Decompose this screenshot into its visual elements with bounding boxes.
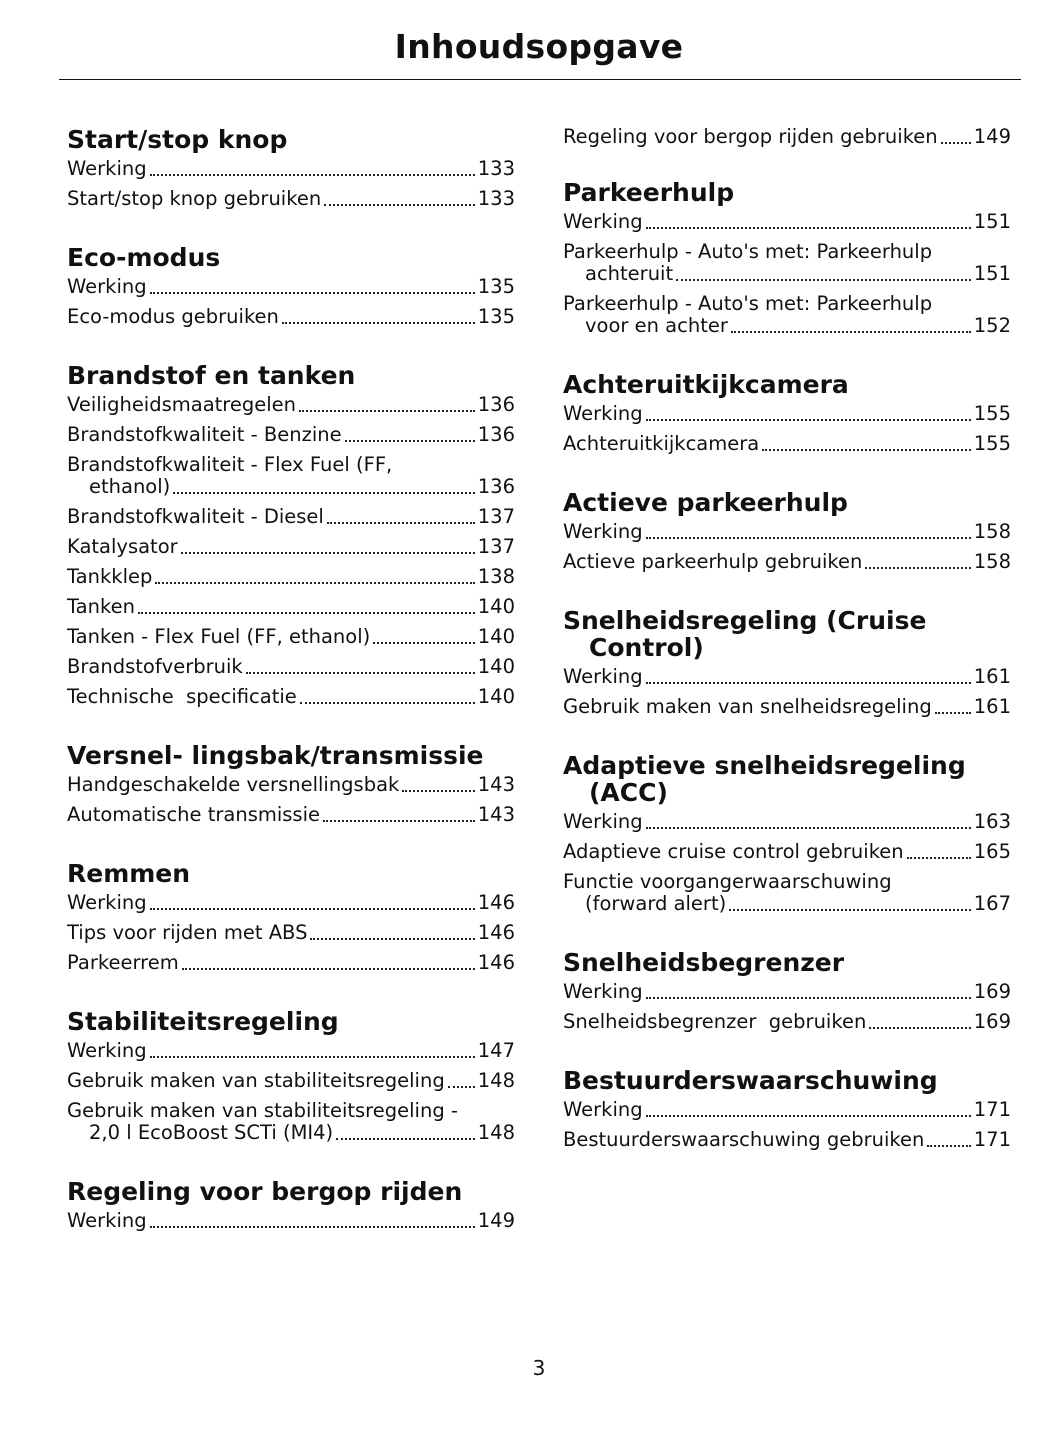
toc-entry-title: Werking bbox=[67, 1209, 147, 1232]
toc-section bbox=[563, 126, 1011, 156]
toc-entry-title: Werking bbox=[563, 980, 643, 1003]
toc-entry-title: Werking bbox=[563, 210, 643, 233]
toc-entry-title: Parkeerrem bbox=[67, 951, 179, 974]
toc-entry-title: Tanken bbox=[67, 595, 135, 618]
dot-leader bbox=[729, 909, 971, 911]
toc-entry-page-number: 138 bbox=[477, 565, 515, 588]
toc-entry-title: Brandstofkwaliteit - Flex Fuel (FF, ethanol) bbox=[67, 453, 399, 498]
toc-entry-page-number: 136 bbox=[477, 423, 515, 446]
dot-leader bbox=[182, 968, 475, 970]
toc-entry-page-number: 143 bbox=[477, 773, 515, 796]
toc-entry-title: Automatische transmissie bbox=[67, 803, 320, 826]
dot-leader bbox=[646, 827, 971, 829]
toc-entry-page-number: 155 bbox=[973, 432, 1011, 455]
toc-entry-title: Brandstofkwaliteit - Diesel bbox=[67, 505, 324, 528]
toc-section bbox=[67, 1008, 515, 1152]
toc-entry[interactable] bbox=[67, 1100, 515, 1152]
toc-entry-title: Handgeschakelde versnellingsbak bbox=[67, 773, 400, 796]
toc-entry-title: Regeling voor bergop rijden gebruiken bbox=[563, 125, 938, 148]
dot-leader bbox=[173, 492, 475, 494]
section-heading: Stabiliteitsregeling bbox=[67, 1007, 339, 1036]
toc-entry-title: Adaptieve cruise control gebruiken bbox=[563, 840, 904, 863]
toc-entry-page-number: 161 bbox=[973, 695, 1011, 718]
title-divider bbox=[59, 79, 1021, 80]
dot-leader bbox=[181, 552, 475, 554]
toc-entry[interactable] bbox=[563, 1011, 1011, 1041]
toc-section bbox=[67, 1178, 515, 1240]
toc-entry[interactable] bbox=[67, 306, 515, 336]
toc-entry[interactable] bbox=[67, 566, 515, 596]
dot-leader bbox=[323, 820, 475, 822]
toc-column-left bbox=[67, 126, 515, 1266]
toc-entry[interactable] bbox=[563, 1099, 1011, 1129]
toc-entry[interactable] bbox=[563, 403, 1011, 433]
toc-section bbox=[563, 179, 1011, 345]
dot-leader bbox=[448, 1086, 475, 1088]
toc-entry-title: Bestuurderswaarschuwing gebruiken bbox=[563, 1128, 925, 1151]
toc-entry-page-number: 171 bbox=[973, 1098, 1011, 1121]
dot-leader bbox=[646, 997, 971, 999]
toc-section bbox=[563, 1067, 1011, 1159]
dot-leader bbox=[150, 174, 475, 176]
dot-leader bbox=[324, 204, 475, 206]
toc-entry[interactable] bbox=[563, 433, 1011, 463]
toc-entry-title: Werking bbox=[563, 665, 643, 688]
dot-leader bbox=[762, 449, 971, 451]
toc-entry-page-number: 140 bbox=[477, 625, 515, 648]
toc-entry[interactable] bbox=[67, 626, 515, 656]
toc-entry-title: Brandstofverbruik bbox=[67, 655, 243, 678]
section-heading: Adaptieve snelheidsregeling (ACC) bbox=[563, 751, 966, 807]
dot-leader bbox=[646, 227, 971, 229]
dot-leader bbox=[300, 702, 475, 704]
toc-entry-page-number: 149 bbox=[477, 1209, 515, 1232]
toc-entry-title: Actieve parkeerhulp gebruiken bbox=[563, 550, 863, 573]
toc-entry-page-number: 140 bbox=[477, 685, 515, 708]
section-heading: Start/stop knop bbox=[67, 125, 288, 154]
section-heading: Eco-modus bbox=[67, 243, 221, 272]
toc-entry-page-number: 146 bbox=[477, 921, 515, 944]
section-heading: Snelheidsregeling (Cruise Control) bbox=[563, 606, 927, 662]
toc-entry[interactable] bbox=[67, 1070, 515, 1100]
dot-leader bbox=[282, 322, 475, 324]
toc-entry[interactable] bbox=[563, 981, 1011, 1011]
dot-leader bbox=[865, 567, 971, 569]
toc-entry-page-number: 152 bbox=[973, 314, 1011, 337]
toc-entry-page-number: 133 bbox=[477, 187, 515, 210]
toc-entry[interactable] bbox=[67, 536, 515, 566]
toc-entry-title: Werking bbox=[67, 275, 147, 298]
dot-leader bbox=[310, 938, 475, 940]
toc-entry-title: Start/stop knop gebruiken bbox=[67, 187, 322, 210]
dot-leader bbox=[869, 1027, 971, 1029]
toc-entry-page-number: 148 bbox=[477, 1121, 515, 1144]
toc-entry-page-number: 165 bbox=[973, 840, 1011, 863]
toc-section bbox=[67, 126, 515, 218]
toc-entry[interactable] bbox=[563, 1129, 1011, 1159]
dot-leader bbox=[150, 908, 475, 910]
section-heading: Parkeerhulp bbox=[563, 178, 735, 207]
section-heading: Snelheidsbegrenzer bbox=[563, 948, 845, 977]
section-heading: Brandstof en tanken bbox=[67, 361, 356, 390]
toc-entry-title: Tankklep bbox=[67, 565, 153, 588]
toc-entry[interactable] bbox=[67, 596, 515, 626]
toc-entry[interactable] bbox=[67, 656, 515, 686]
dot-leader bbox=[676, 279, 971, 281]
toc-entry[interactable] bbox=[563, 811, 1011, 841]
toc-entry[interactable] bbox=[67, 804, 515, 834]
dot-leader bbox=[373, 642, 475, 644]
toc-entry-page-number: 147 bbox=[477, 1039, 515, 1062]
toc-entry[interactable] bbox=[67, 394, 515, 424]
section-heading: Actieve parkeerhulp bbox=[563, 488, 848, 517]
dot-leader bbox=[155, 582, 475, 584]
toc-entry[interactable] bbox=[563, 696, 1011, 726]
dot-leader bbox=[150, 1056, 475, 1058]
toc-section bbox=[67, 244, 515, 336]
toc-entry-page-number: 135 bbox=[477, 275, 515, 298]
toc-entry-page-number: 136 bbox=[477, 393, 515, 416]
dot-leader bbox=[345, 440, 475, 442]
dot-leader bbox=[731, 331, 971, 333]
dot-leader bbox=[941, 142, 971, 144]
toc-entry-title: Achteruitkijkcamera bbox=[563, 432, 760, 455]
toc-entry-title: Werking bbox=[67, 891, 147, 914]
toc-section bbox=[563, 752, 1011, 923]
toc-entry-page-number: 151 bbox=[973, 262, 1011, 285]
toc-entry-page-number: 171 bbox=[973, 1128, 1011, 1151]
dot-leader bbox=[150, 1226, 475, 1228]
toc-entry-title: Katalysator bbox=[67, 535, 178, 558]
dot-leader bbox=[246, 672, 475, 674]
dot-leader bbox=[907, 857, 971, 859]
dot-leader bbox=[150, 292, 475, 294]
toc-entry-title: Werking bbox=[563, 810, 643, 833]
toc-entry-title: Gebruik maken van stabiliteitsregeling bbox=[67, 1069, 445, 1092]
toc-entry[interactable] bbox=[563, 666, 1011, 696]
toc-entry-page-number: 136 bbox=[477, 475, 515, 498]
toc-entry-page-number: 158 bbox=[973, 520, 1011, 543]
dot-leader bbox=[646, 1115, 971, 1117]
dot-leader bbox=[646, 419, 971, 421]
toc-entry-page-number: 161 bbox=[973, 665, 1011, 688]
toc-entry[interactable] bbox=[563, 551, 1011, 581]
toc-entry-page-number: 140 bbox=[477, 595, 515, 618]
toc-section bbox=[563, 371, 1011, 463]
dot-leader bbox=[927, 1145, 971, 1147]
toc-entry-title: Parkeerhulp - Auto's met: Parkeerhulp voor en achter bbox=[563, 292, 939, 337]
toc-entry-page-number: 167 bbox=[973, 892, 1011, 915]
toc-entry[interactable] bbox=[67, 774, 515, 804]
toc-entry-page-number: 133 bbox=[477, 157, 515, 180]
toc-entry[interactable] bbox=[563, 241, 1011, 293]
toc-entry-page-number: 169 bbox=[973, 980, 1011, 1003]
toc-entry-title: Werking bbox=[67, 157, 147, 180]
toc-entry-title: Technische specificatie bbox=[67, 685, 297, 708]
toc-section bbox=[563, 489, 1011, 581]
toc-entry[interactable] bbox=[67, 506, 515, 536]
toc-entry-title: Functie voorgangerwaarschuwing (forward alert) bbox=[563, 870, 898, 915]
section-heading: Regeling voor bergop rijden bbox=[67, 1177, 463, 1206]
dot-leader bbox=[646, 682, 971, 684]
toc-entry-title: Veiligheidsmaatregelen bbox=[67, 393, 297, 416]
toc-entry-title: Werking bbox=[67, 1039, 147, 1062]
toc-entry-page-number: 146 bbox=[477, 891, 515, 914]
dot-leader bbox=[336, 1138, 475, 1140]
toc-entry[interactable] bbox=[67, 454, 515, 506]
toc-section bbox=[67, 362, 515, 716]
toc-entry-page-number: 151 bbox=[973, 210, 1011, 233]
toc-entry-title: Werking bbox=[563, 1098, 643, 1121]
toc-entry-page-number: 146 bbox=[477, 951, 515, 974]
dot-leader bbox=[402, 790, 475, 792]
toc-entry[interactable] bbox=[67, 424, 515, 454]
section-heading: Achteruitkijkcamera bbox=[563, 370, 849, 399]
toc-entry[interactable] bbox=[563, 521, 1011, 551]
toc-entry-title: Gebruik maken van snelheidsregeling bbox=[563, 695, 932, 718]
section-heading: Versnel- lingsbak/transmissie bbox=[67, 741, 484, 770]
toc-entry-page-number: 143 bbox=[477, 803, 515, 826]
dot-leader bbox=[138, 612, 475, 614]
toc-entry[interactable] bbox=[563, 841, 1011, 871]
toc-entry-page-number: 140 bbox=[477, 655, 515, 678]
toc-entry[interactable] bbox=[67, 276, 515, 306]
toc-entry-page-number: 155 bbox=[973, 402, 1011, 425]
toc-entry[interactable] bbox=[67, 952, 515, 982]
toc-entry-page-number: 137 bbox=[477, 535, 515, 558]
toc-column-right bbox=[563, 126, 1011, 1185]
toc-section bbox=[67, 742, 515, 834]
toc-entry-page-number: 149 bbox=[973, 125, 1011, 148]
toc-entry[interactable] bbox=[67, 892, 515, 922]
toc-entry[interactable] bbox=[67, 922, 515, 952]
section-heading: Remmen bbox=[67, 859, 191, 888]
toc-entry-title: Brandstofkwaliteit - Benzine bbox=[67, 423, 342, 446]
toc-entry[interactable] bbox=[67, 1210, 515, 1240]
toc-entry-page-number: 163 bbox=[973, 810, 1011, 833]
toc-entry-title: Werking bbox=[563, 402, 643, 425]
dot-leader bbox=[935, 712, 971, 714]
toc-entry-title: Tanken - Flex Fuel (FF, ethanol) bbox=[67, 625, 371, 648]
page-title: Inhoudsopgave bbox=[394, 27, 684, 66]
toc-entry-title: Parkeerhulp - Auto's met: Parkeerhulp achteruit bbox=[563, 240, 939, 285]
page-number: 3 bbox=[532, 1356, 546, 1380]
toc-section bbox=[563, 949, 1011, 1041]
section-heading: Bestuurderswaarschuwing bbox=[563, 1066, 938, 1095]
toc-entry[interactable] bbox=[67, 188, 515, 218]
toc-entry[interactable] bbox=[563, 211, 1011, 241]
toc-section bbox=[563, 607, 1011, 726]
dot-leader bbox=[327, 522, 475, 524]
toc-entry-page-number: 137 bbox=[477, 505, 515, 528]
toc-entry-title: Gebruik maken van stabiliteitsregeling - 2,0 l EcoBoost SCTi (MI4) bbox=[67, 1099, 465, 1144]
toc-entry[interactable] bbox=[563, 293, 1011, 345]
toc-entry[interactable] bbox=[563, 871, 1011, 923]
dot-leader bbox=[299, 410, 475, 412]
toc-entry-title: Werking bbox=[563, 520, 643, 543]
toc-entry[interactable] bbox=[563, 126, 1011, 156]
dot-leader bbox=[646, 537, 971, 539]
toc-entry[interactable] bbox=[67, 1040, 515, 1070]
toc-entry-page-number: 169 bbox=[973, 1010, 1011, 1033]
toc-entry[interactable] bbox=[67, 686, 515, 716]
toc-entry-title: Eco-modus gebruiken bbox=[67, 305, 279, 328]
toc-entry-page-number: 148 bbox=[477, 1069, 515, 1092]
toc-entry[interactable] bbox=[67, 158, 515, 188]
toc-section bbox=[67, 860, 515, 982]
toc-entry-page-number: 135 bbox=[477, 305, 515, 328]
toc-entry-title: Snelheidsbegrenzer gebruiken bbox=[563, 1010, 867, 1033]
toc-entry-page-number: 158 bbox=[973, 550, 1011, 573]
toc-entry-title: Tips voor rijden met ABS bbox=[67, 921, 308, 944]
